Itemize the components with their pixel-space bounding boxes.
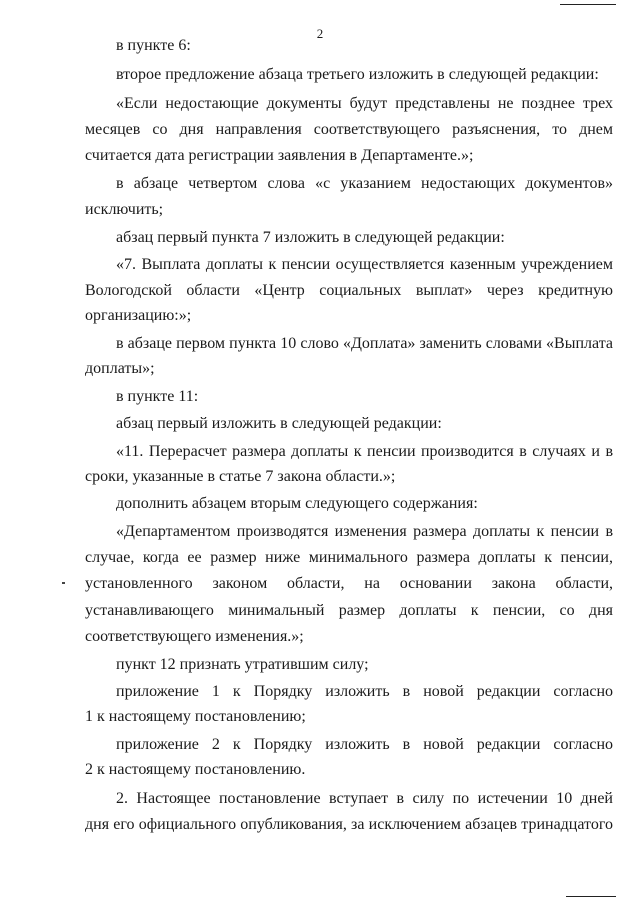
text-line: «11. Перерасчет размера доплаты к пенсии производится в случаях и в <box>116 443 613 460</box>
text-line: месяцев со дня направления соответствующего разъяснения, то днем <box>85 121 613 138</box>
text-line: 2 к настоящему постановлению. <box>85 761 306 778</box>
text-line: дополнить абзацем вторым следующего содержания: <box>116 495 478 512</box>
text-line: устанавливающего минимальный размер доплаты к пенсии, со дня <box>85 602 613 619</box>
text-line: считается дата регистрации заявления в Департаменте.»; <box>85 147 474 164</box>
text-line: соответствующего изменения.»; <box>85 628 304 645</box>
text-line: «Если недостающие документы будут представлены не позднее трех <box>116 95 613 112</box>
text-line: Вологодской области «Центр социальных выплат» через кредитную <box>85 282 613 299</box>
text-line: абзац первый пункта 7 изложить в следующей редакции: <box>116 229 505 246</box>
scan-edge-mark-top <box>560 4 616 5</box>
scan-speck <box>62 582 65 584</box>
text-line: 1 к настоящему постановлению; <box>85 708 306 725</box>
text-line: организацию:»; <box>85 307 192 324</box>
text-line: установленного законом области, на основании закона области, <box>85 575 613 592</box>
text-line: в абзаце первом пункта 10 слово «Доплата» заменить словами «Выплата <box>116 335 613 352</box>
text-line: пункт 12 признать утратившим силу; <box>116 656 369 673</box>
text-line: случае, когда ее размер ниже минимального размера доплаты к пенсии, <box>85 549 613 566</box>
text-line: «7. Выплата доплаты к пенсии осуществляется казенным учреждением <box>116 256 613 273</box>
text-line: абзац первый изложить в следующей редакции: <box>116 415 442 432</box>
text-line: в пункте 6: <box>116 37 191 54</box>
text-line: в абзаце четвертом слова «с указанием недостающих документов» <box>116 175 613 192</box>
scan-edge-mark-bottom <box>566 896 616 897</box>
text-line: исключить; <box>85 201 164 218</box>
text-line: «Департаментом производятся изменения размера доплаты к пенсии в <box>116 523 613 540</box>
text-line: приложение 2 к Порядку изложить в новой редакции согласно <box>116 736 613 753</box>
page-number: 2 <box>316 26 324 41</box>
text-line: в пункте 11: <box>116 388 199 405</box>
text-line: 2. Настоящее постановление вступает в силу по истечении 10 дней <box>116 790 613 807</box>
text-line: дня его официального опубликования, за исключением абзацев тринадцатого <box>85 816 613 833</box>
text-line: второе предложение абзаца третьего изложить в следующей редакции: <box>116 66 599 83</box>
text-line: сроки, указанные в статье 7 закона области.»; <box>85 468 396 485</box>
text-line: доплаты»; <box>85 360 155 377</box>
text-line: приложение 1 к Порядку изложить в новой редакции согласно <box>116 683 613 700</box>
